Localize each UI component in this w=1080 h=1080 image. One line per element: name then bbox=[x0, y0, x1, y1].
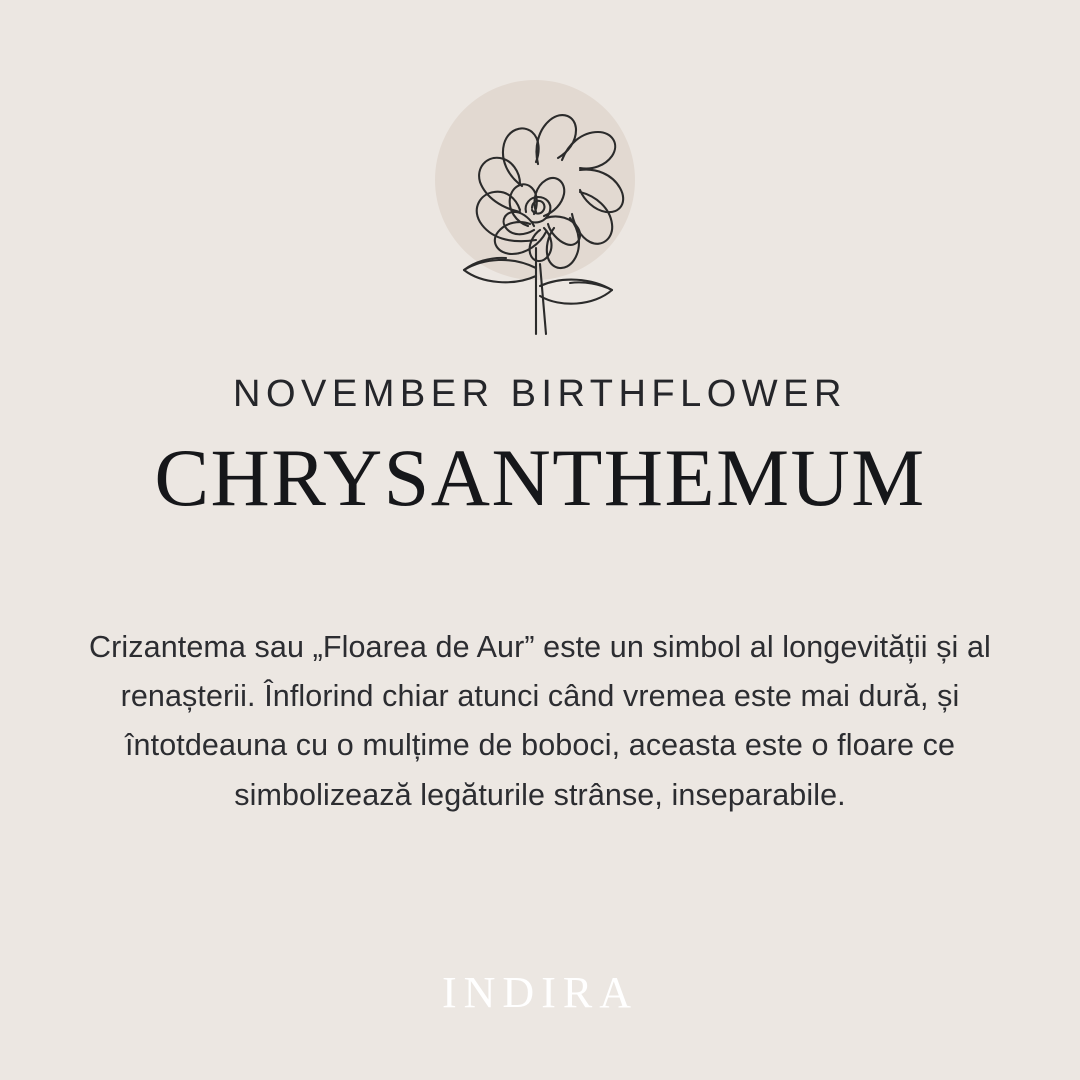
chrysanthemum-flower-icon bbox=[330, 72, 750, 352]
chrysanthemum-illustration bbox=[330, 72, 750, 352]
brand-logo: INDIRA bbox=[442, 968, 638, 1017]
description-text: Crizantema sau „Floarea de Aur” este un simbol al longevității și al renașterii. Înflorind chiar atunci când vremea este mai dură, și întotdeauna cu o mulțime de boboci, aceasta este o floare ce simbolizează legăturile strânse, inseparabile. bbox=[89, 629, 991, 812]
heading-block bbox=[0, 374, 1080, 527]
eyebrow-text: NOVEMBER BIRTHFLOWER bbox=[233, 373, 847, 415]
page-title: CHRYSANTHEMUM bbox=[154, 431, 926, 523]
